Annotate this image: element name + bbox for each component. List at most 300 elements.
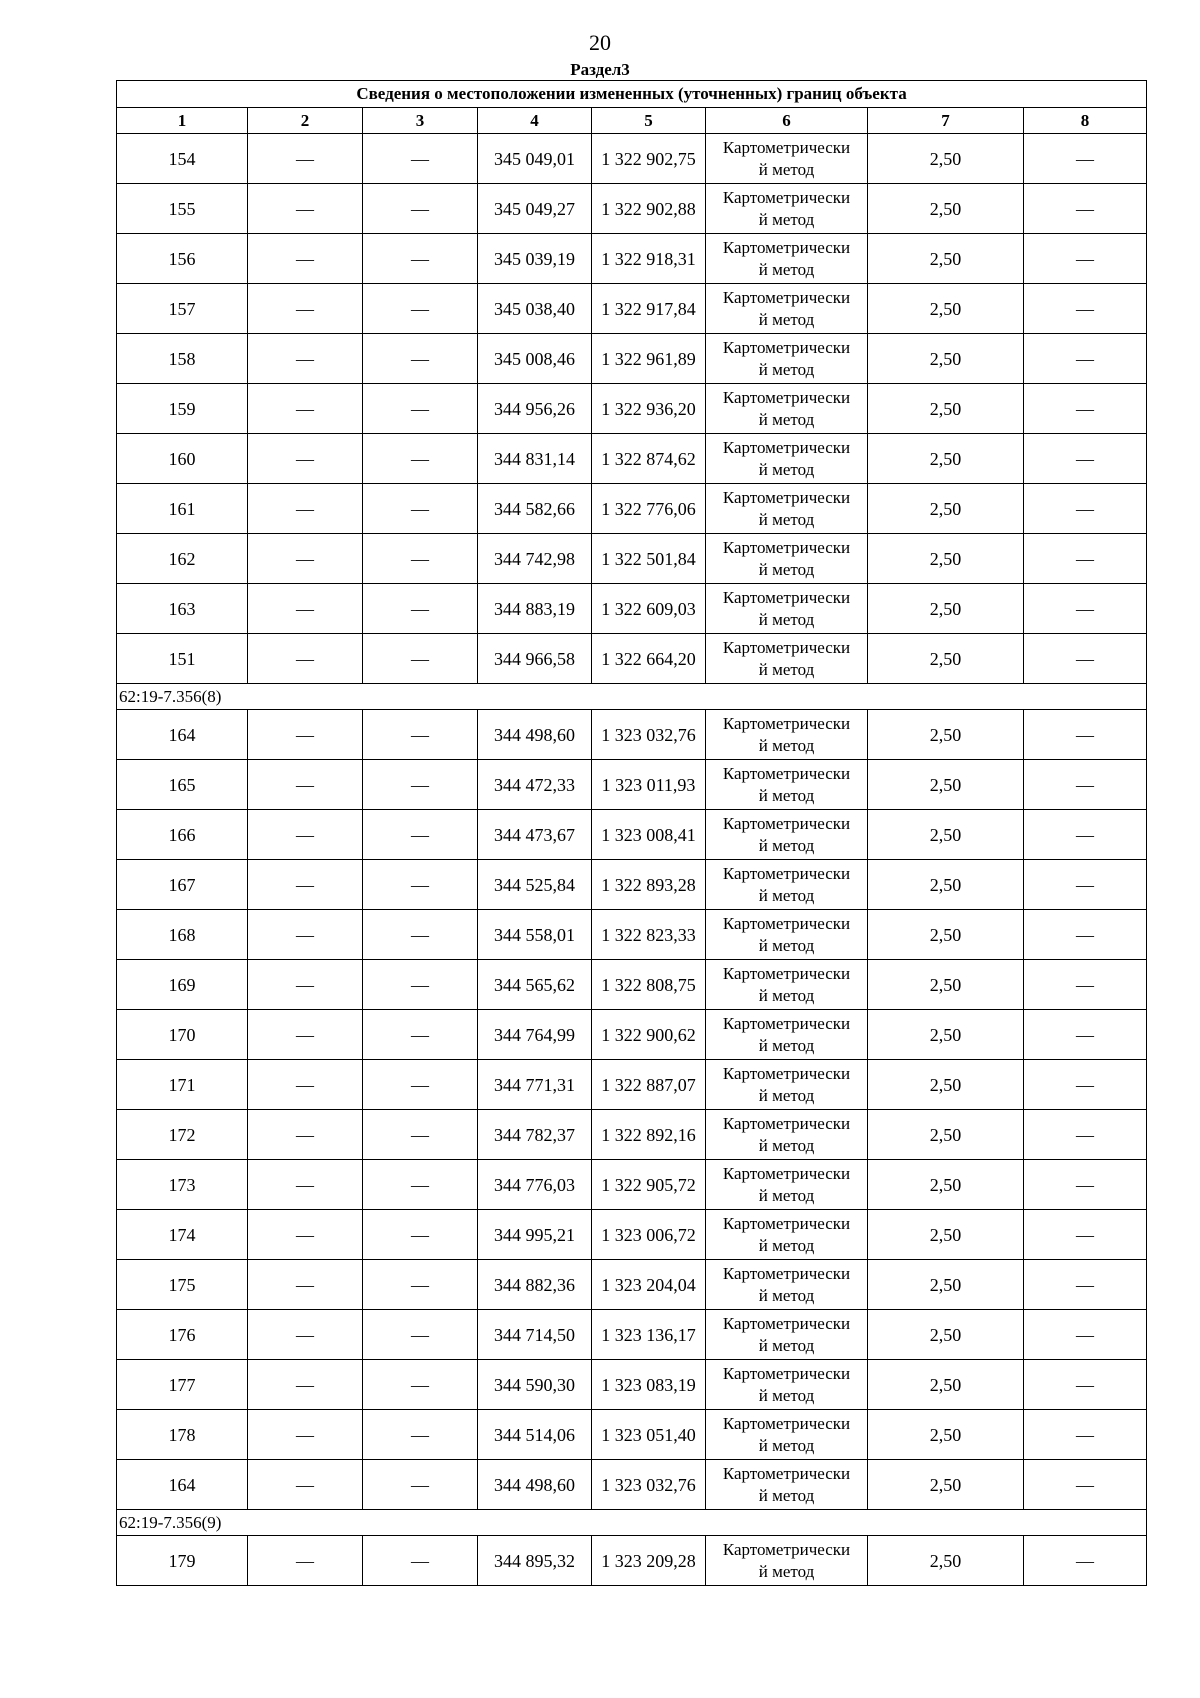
dash-cell: — (1024, 1210, 1147, 1260)
dash-cell: — (1024, 334, 1147, 384)
point-number: 163 (117, 584, 248, 634)
point-number: 164 (117, 710, 248, 760)
dash-cell: — (1024, 584, 1147, 634)
accuracy-cell: 2,50 (868, 1410, 1024, 1460)
method-line-1: Картометрически (722, 1463, 851, 1483)
method-line-1: Картометрически (722, 587, 851, 607)
method-cell (706, 1310, 868, 1360)
dash-cell: — (1024, 384, 1147, 434)
method-line-2: й метод (758, 459, 815, 479)
dash-cell: — (363, 1460, 478, 1510)
dash-cell: — (1024, 760, 1147, 810)
coordinate-x: 344 895,32 (478, 1536, 592, 1586)
table-caption-row (117, 81, 1147, 108)
coordinate-y: 1 322 887,07 (592, 1060, 706, 1110)
coordinate-x: 345 049,27 (478, 184, 592, 234)
method-cell (706, 284, 868, 334)
method-line-1: Картометрически (722, 1013, 851, 1033)
table-row (117, 810, 1147, 860)
table-row (117, 584, 1147, 634)
dash-cell: — (363, 134, 478, 184)
dash-cell: — (1024, 634, 1147, 684)
method-line-1: Картометрически (722, 1539, 851, 1559)
dash-cell: — (248, 710, 363, 760)
table-row (117, 910, 1147, 960)
boundary-points-table (116, 80, 1147, 1586)
dash-cell: — (1024, 1310, 1147, 1360)
column-number-row (117, 108, 1147, 134)
coordinate-y: 1 323 006,72 (592, 1210, 706, 1260)
dash-cell: — (248, 484, 363, 534)
method-cell (706, 434, 868, 484)
accuracy-cell: 2,50 (868, 284, 1024, 334)
dash-cell: — (363, 1360, 478, 1410)
coordinate-y: 1 322 936,20 (592, 384, 706, 434)
method-line-1: Картометрически (722, 387, 851, 407)
method-line-2: й метод (758, 785, 815, 805)
point-number: 164 (117, 1460, 248, 1510)
method-cell (706, 760, 868, 810)
method-line-1: Картометрически (722, 287, 851, 307)
contour-group-row (117, 1510, 1147, 1536)
point-number: 158 (117, 334, 248, 384)
table-row (117, 234, 1147, 284)
table-row (117, 1210, 1147, 1260)
method-line-1: Картометрически (722, 237, 851, 257)
dash-cell: — (248, 1060, 363, 1110)
method-line-1: Картометрически (722, 1063, 851, 1083)
dash-cell: — (248, 384, 363, 434)
method-cell (706, 534, 868, 584)
contour-group-row (117, 684, 1147, 710)
coordinate-y: 1 323 209,28 (592, 1536, 706, 1586)
table-row (117, 334, 1147, 384)
column-header: 5 (592, 108, 706, 134)
point-number: 165 (117, 760, 248, 810)
method-cell (706, 334, 868, 384)
method-line-2: й метод (758, 609, 815, 629)
method-cell (706, 484, 868, 534)
coordinate-x: 344 956,26 (478, 384, 592, 434)
coordinate-x: 344 831,14 (478, 434, 592, 484)
method-cell (706, 1160, 868, 1210)
dash-cell: — (363, 1160, 478, 1210)
method-line-2: й метод (758, 735, 815, 755)
dash-cell: — (1024, 184, 1147, 234)
table-row (117, 1460, 1147, 1510)
coordinate-y: 1 322 664,20 (592, 634, 706, 684)
method-line-2: й метод (758, 985, 815, 1005)
method-line-2: й метод (758, 1085, 815, 1105)
point-number: 159 (117, 384, 248, 434)
coordinate-y: 1 322 902,88 (592, 184, 706, 234)
table-row (117, 760, 1147, 810)
method-cell (706, 1260, 868, 1310)
point-number: 151 (117, 634, 248, 684)
column-header: 1 (117, 108, 248, 134)
accuracy-cell: 2,50 (868, 910, 1024, 960)
method-line-2: й метод (758, 259, 815, 279)
dash-cell: — (1024, 860, 1147, 910)
dash-cell: — (248, 1160, 363, 1210)
dash-cell: — (363, 384, 478, 434)
method-line-1: Картометрически (722, 337, 851, 357)
method-cell (706, 1060, 868, 1110)
dash-cell: — (1024, 910, 1147, 960)
dash-cell: — (363, 334, 478, 384)
point-number: 154 (117, 134, 248, 184)
dash-cell: — (363, 810, 478, 860)
dash-cell: — (248, 234, 363, 284)
method-line-2: й метод (758, 835, 815, 855)
dash-cell: — (1024, 1410, 1147, 1460)
column-header: 2 (248, 108, 363, 134)
method-cell (706, 1210, 868, 1260)
coordinate-y: 1 322 501,84 (592, 534, 706, 584)
method-line-1: Картометрически (722, 437, 851, 457)
method-line-2: й метод (758, 409, 815, 429)
table-row (117, 710, 1147, 760)
dash-cell: — (363, 710, 478, 760)
method-line-1: Картометрически (722, 863, 851, 883)
table-row (117, 384, 1147, 434)
method-cell (706, 234, 868, 284)
table-row (117, 1360, 1147, 1410)
contour-id: 62:19-7.356(8) (117, 684, 1147, 710)
accuracy-cell: 2,50 (868, 710, 1024, 760)
coordinate-y: 1 322 917,84 (592, 284, 706, 334)
accuracy-cell: 2,50 (868, 184, 1024, 234)
dash-cell: — (1024, 1060, 1147, 1110)
table-row (117, 1310, 1147, 1360)
coordinate-x: 344 782,37 (478, 1110, 592, 1160)
method-line-2: й метод (758, 1435, 815, 1455)
dash-cell: — (248, 1536, 363, 1586)
accuracy-cell: 2,50 (868, 1460, 1024, 1510)
method-cell (706, 134, 868, 184)
method-cell (706, 634, 868, 684)
method-line-2: й метод (758, 885, 815, 905)
point-number: 176 (117, 1310, 248, 1360)
coordinate-x: 344 883,19 (478, 584, 592, 634)
table-row (117, 1060, 1147, 1110)
coordinate-x: 344 882,36 (478, 1260, 592, 1310)
method-line-2: й метод (758, 1335, 815, 1355)
method-line-2: й метод (758, 659, 815, 679)
method-line-1: Картометрически (722, 1163, 851, 1183)
method-line-2: й метод (758, 209, 815, 229)
table-row (117, 284, 1147, 334)
coordinate-x: 344 472,33 (478, 760, 592, 810)
dash-cell: — (363, 434, 478, 484)
method-line-1: Картометрически (722, 137, 851, 157)
dash-cell: — (248, 634, 363, 684)
dash-cell: — (248, 1010, 363, 1060)
accuracy-cell: 2,50 (868, 534, 1024, 584)
accuracy-cell: 2,50 (868, 634, 1024, 684)
method-line-1: Картометрически (722, 1413, 851, 1433)
accuracy-cell: 2,50 (868, 1010, 1024, 1060)
dash-cell: — (363, 234, 478, 284)
accuracy-cell: 2,50 (868, 584, 1024, 634)
coordinate-x: 344 498,60 (478, 1460, 592, 1510)
method-line-1: Картометрически (722, 763, 851, 783)
method-line-2: й метод (758, 1285, 815, 1305)
accuracy-cell: 2,50 (868, 434, 1024, 484)
coordinate-x: 344 558,01 (478, 910, 592, 960)
method-cell (706, 384, 868, 434)
dash-cell: — (363, 1310, 478, 1360)
method-line-1: Картометрически (722, 1113, 851, 1133)
point-number: 170 (117, 1010, 248, 1060)
accuracy-cell: 2,50 (868, 1360, 1024, 1410)
coordinate-x: 344 473,67 (478, 810, 592, 860)
coordinate-y: 1 322 609,03 (592, 584, 706, 634)
point-number: 161 (117, 484, 248, 534)
method-cell (706, 1536, 868, 1586)
method-line-1: Картометрически (722, 713, 851, 733)
accuracy-cell: 2,50 (868, 1210, 1024, 1260)
table-row (117, 434, 1147, 484)
dash-cell: — (1024, 1010, 1147, 1060)
coordinate-x: 345 008,46 (478, 334, 592, 384)
table-title: Сведения о местоположении измененных (уточненных) границ объекта (117, 81, 1147, 108)
dash-cell: — (1024, 1360, 1147, 1410)
accuracy-cell: 2,50 (868, 960, 1024, 1010)
coordinate-y: 1 323 051,40 (592, 1410, 706, 1460)
point-number: 171 (117, 1060, 248, 1110)
dash-cell: — (1024, 810, 1147, 860)
method-cell (706, 960, 868, 1010)
coordinate-x: 344 995,21 (478, 1210, 592, 1260)
method-cell (706, 810, 868, 860)
method-cell (706, 1360, 868, 1410)
method-line-2: й метод (758, 559, 815, 579)
dash-cell: — (363, 1060, 478, 1110)
method-cell (706, 1410, 868, 1460)
method-cell (706, 1460, 868, 1510)
column-header: 6 (706, 108, 868, 134)
dash-cell: — (1024, 1110, 1147, 1160)
coordinate-y: 1 322 776,06 (592, 484, 706, 534)
accuracy-cell: 2,50 (868, 484, 1024, 534)
dash-cell: — (363, 1536, 478, 1586)
accuracy-cell: 2,50 (868, 1060, 1024, 1110)
dash-cell: — (248, 860, 363, 910)
accuracy-cell: 2,50 (868, 810, 1024, 860)
method-line-2: й метод (758, 1235, 815, 1255)
accuracy-cell: 2,50 (868, 1536, 1024, 1586)
table-row (117, 1260, 1147, 1310)
method-line-1: Картометрически (722, 813, 851, 833)
point-number: 160 (117, 434, 248, 484)
coordinate-y: 1 322 961,89 (592, 334, 706, 384)
coordinate-y: 1 323 083,19 (592, 1360, 706, 1410)
method-line-2: й метод (758, 509, 815, 529)
coordinate-x: 344 514,06 (478, 1410, 592, 1460)
coordinate-x: 344 565,62 (478, 960, 592, 1010)
dash-cell: — (1024, 710, 1147, 760)
column-header: 8 (1024, 108, 1147, 134)
coordinate-y: 1 322 808,75 (592, 960, 706, 1010)
dash-cell: — (248, 1310, 363, 1360)
coordinate-x: 344 582,66 (478, 484, 592, 534)
dash-cell: — (363, 760, 478, 810)
table-row (117, 1536, 1147, 1586)
coordinate-y: 1 322 823,33 (592, 910, 706, 960)
coordinate-x: 344 966,58 (478, 634, 592, 684)
dash-cell: — (248, 810, 363, 860)
coordinate-y: 1 323 008,41 (592, 810, 706, 860)
coordinate-x: 345 038,40 (478, 284, 592, 334)
method-line-1: Картометрически (722, 913, 851, 933)
point-number: 162 (117, 534, 248, 584)
dash-cell: — (363, 634, 478, 684)
dash-cell: — (363, 1410, 478, 1460)
coordinate-x: 344 525,84 (478, 860, 592, 910)
dash-cell: — (363, 584, 478, 634)
table-row (117, 1010, 1147, 1060)
coordinate-y: 1 323 032,76 (592, 710, 706, 760)
coordinate-y: 1 323 136,17 (592, 1310, 706, 1360)
point-number: 156 (117, 234, 248, 284)
point-number: 168 (117, 910, 248, 960)
method-line-2: й метод (758, 1185, 815, 1205)
dash-cell: — (1024, 1536, 1147, 1586)
accuracy-cell: 2,50 (868, 1260, 1024, 1310)
dash-cell: — (363, 534, 478, 584)
point-number: 174 (117, 1210, 248, 1260)
accuracy-cell: 2,50 (868, 1310, 1024, 1360)
method-line-1: Картометрически (722, 1263, 851, 1283)
dash-cell: — (248, 1110, 363, 1160)
method-line-1: Картометрически (722, 537, 851, 557)
accuracy-cell: 2,50 (868, 384, 1024, 434)
point-number: 177 (117, 1360, 248, 1410)
dash-cell: — (363, 1110, 478, 1160)
point-number: 172 (117, 1110, 248, 1160)
method-cell (706, 910, 868, 960)
point-number: 155 (117, 184, 248, 234)
dash-cell: — (363, 1260, 478, 1310)
accuracy-cell: 2,50 (868, 1160, 1024, 1210)
accuracy-cell: 2,50 (868, 334, 1024, 384)
coordinate-y: 1 322 892,16 (592, 1110, 706, 1160)
point-number: 157 (117, 284, 248, 334)
coordinate-y: 1 322 893,28 (592, 860, 706, 910)
dash-cell: — (1024, 1260, 1147, 1310)
dash-cell: — (1024, 484, 1147, 534)
table-row (117, 1160, 1147, 1210)
coordinate-x: 345 049,01 (478, 134, 592, 184)
method-line-1: Картометрически (722, 487, 851, 507)
method-cell (706, 710, 868, 760)
table-row (117, 1110, 1147, 1160)
table-row (117, 534, 1147, 584)
dash-cell: — (248, 284, 363, 334)
method-line-1: Картометрически (722, 637, 851, 657)
accuracy-cell: 2,50 (868, 860, 1024, 910)
dash-cell: — (1024, 1460, 1147, 1510)
coordinate-y: 1 322 874,62 (592, 434, 706, 484)
method-cell (706, 1110, 868, 1160)
coordinate-x: 344 742,98 (478, 534, 592, 584)
accuracy-cell: 2,50 (868, 1110, 1024, 1160)
table-row (117, 184, 1147, 234)
page-number: 20 (589, 30, 611, 55)
table-row (117, 634, 1147, 684)
coordinate-y: 1 323 032,76 (592, 1460, 706, 1510)
point-number: 179 (117, 1536, 248, 1586)
coordinate-x: 344 498,60 (478, 710, 592, 760)
dash-cell: — (1024, 1160, 1147, 1210)
dash-cell: — (248, 1410, 363, 1460)
dash-cell: — (248, 960, 363, 1010)
dash-cell: — (1024, 134, 1147, 184)
dash-cell: — (363, 960, 478, 1010)
point-number: 173 (117, 1160, 248, 1210)
dash-cell: — (248, 534, 363, 584)
method-line-2: й метод (758, 1385, 815, 1405)
point-number: 175 (117, 1260, 248, 1310)
dash-cell: — (248, 584, 363, 634)
table-row (117, 960, 1147, 1010)
dash-cell: — (1024, 434, 1147, 484)
coordinate-y: 1 323 011,93 (592, 760, 706, 810)
table-row (117, 484, 1147, 534)
contour-id: 62:19-7.356(9) (117, 1510, 1147, 1536)
coordinate-y: 1 322 918,31 (592, 234, 706, 284)
column-header: 7 (868, 108, 1024, 134)
dash-cell: — (363, 284, 478, 334)
point-number: 166 (117, 810, 248, 860)
dash-cell: — (248, 134, 363, 184)
method-line-2: й метод (758, 935, 815, 955)
dash-cell: — (1024, 534, 1147, 584)
dash-cell: — (248, 184, 363, 234)
dash-cell: — (1024, 234, 1147, 284)
method-line-1: Картометрически (722, 1363, 851, 1383)
coordinate-x: 344 590,30 (478, 1360, 592, 1410)
coordinate-x: 344 776,03 (478, 1160, 592, 1210)
method-line-2: й метод (758, 159, 815, 179)
method-cell (706, 184, 868, 234)
method-line-1: Картометрически (722, 187, 851, 207)
dash-cell: — (248, 1460, 363, 1510)
method-line-2: й метод (758, 359, 815, 379)
method-line-2: й метод (758, 1035, 815, 1055)
dash-cell: — (1024, 960, 1147, 1010)
coordinate-x: 345 039,19 (478, 234, 592, 284)
method-line-2: й метод (758, 1561, 815, 1581)
dash-cell: — (363, 184, 478, 234)
coordinate-y: 1 322 900,62 (592, 1010, 706, 1060)
method-line-2: й метод (758, 1135, 815, 1155)
method-cell (706, 1010, 868, 1060)
dash-cell: — (248, 334, 363, 384)
dash-cell: — (248, 434, 363, 484)
column-header: 4 (478, 108, 592, 134)
dash-cell: — (363, 910, 478, 960)
dash-cell: — (248, 760, 363, 810)
accuracy-cell: 2,50 (868, 760, 1024, 810)
accuracy-cell: 2,50 (868, 234, 1024, 284)
dash-cell: — (248, 1260, 363, 1310)
dash-cell: — (1024, 284, 1147, 334)
table-row (117, 1410, 1147, 1460)
method-cell (706, 860, 868, 910)
section-title: Раздел3 (570, 60, 630, 79)
